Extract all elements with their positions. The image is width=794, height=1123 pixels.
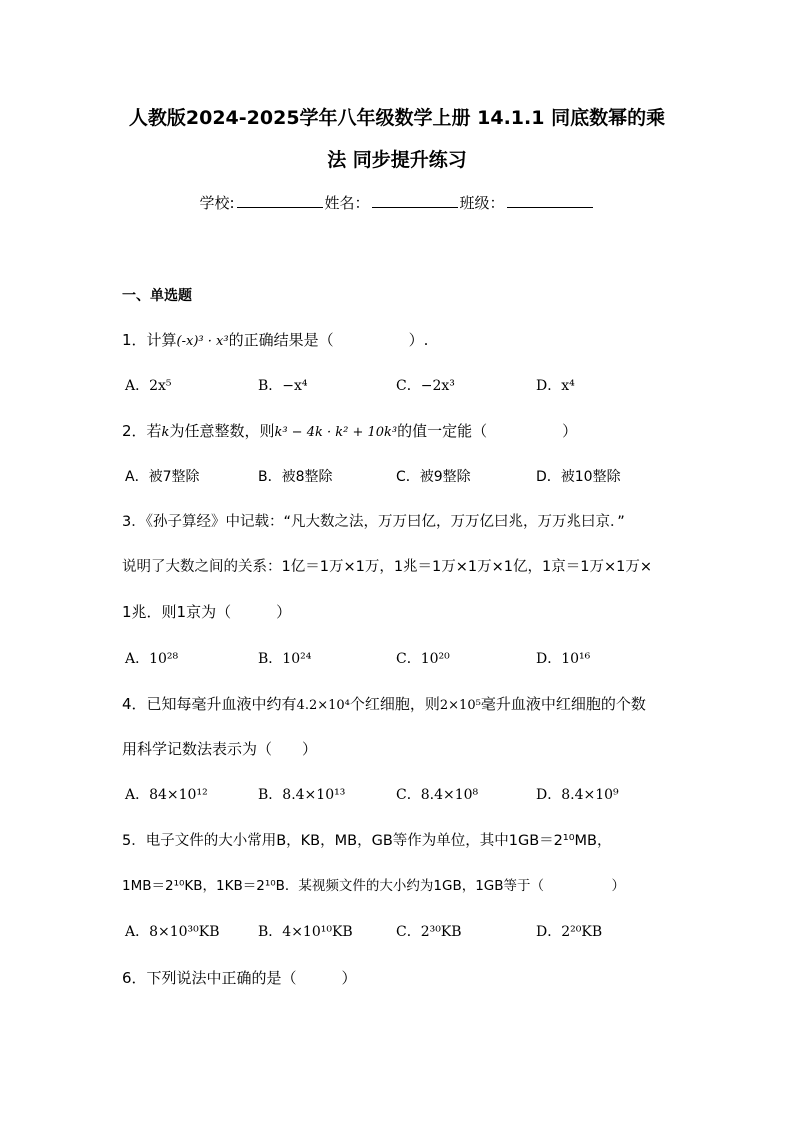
question-1-stem — [122, 330, 428, 352]
question-2-option-c[interactable]: C．被9整除 — [396, 469, 471, 485]
question-1-option-c[interactable]: C．−2x³ — [396, 378, 455, 394]
question-5-stem-line-1: 5．电子文件的大小常用B，KB，MB，GB等作为单位，其中1GB＝2¹⁰MB， — [122, 833, 612, 849]
student-info-row — [0, 193, 794, 213]
question-2-text: 2．若 — [122, 422, 162, 440]
question-5-option-b[interactable]: B．4×10¹⁰KB — [258, 924, 353, 940]
question-2-variable: k — [161, 425, 170, 440]
question-2-text-end: 的值一定能（ ） — [397, 422, 578, 440]
question-1-math: (-x)³ · x³ — [176, 334, 229, 349]
question-3-option-c[interactable]: C．10²⁰ — [396, 651, 450, 667]
question-2-text-mid: 为任意整数，则 — [169, 422, 275, 440]
question-4-option-b[interactable]: B．8.4×10¹³ — [258, 787, 346, 803]
question-4-stem-line-2: 用科学记数法表示为（ ） — [122, 740, 318, 758]
question-4-text-end: 毫升血液中红细胞的个数 — [480, 695, 646, 713]
title-line-2: 法 同步提升练习 — [327, 149, 467, 171]
question-1-text-end: 的正确结果是（ ）. — [228, 331, 429, 349]
question-3-stem-line-3: 1兆．则1京为（ ） — [122, 603, 292, 621]
question-3-stem-line-2: 说明了大数之间的关系：1亿＝1万×1万，1兆＝1万×1万×1亿，1京＝1万×1万× — [122, 559, 652, 575]
question-3-stem-line-1: 3．《孙子算经》中记载：“凡大数之法，万万曰亿，万万亿曰兆，万万兆曰京．” — [122, 514, 625, 530]
question-3-option-a[interactable]: A．10²⁸ — [125, 651, 179, 667]
question-4-text-mid: 个红细胞，则 — [349, 695, 440, 713]
question-1-text: 1．计算 — [122, 331, 177, 349]
question-5-option-a[interactable]: A．8×10³⁰KB — [125, 924, 220, 940]
school-blank[interactable] — [237, 193, 323, 208]
question-5-option-d[interactable]: D．2²⁰KB — [536, 924, 603, 940]
question-1-option-a[interactable]: A．2x⁵ — [125, 378, 172, 394]
name-label: 姓名： — [324, 194, 370, 212]
question-2-option-d[interactable]: D．被10整除 — [536, 469, 621, 485]
question-4-option-c[interactable]: C．8.4×10⁸ — [396, 787, 479, 803]
school-label: 学校: — [199, 194, 235, 212]
question-1-option-b[interactable]: B．−x⁴ — [258, 378, 308, 394]
section-title: 一、单选题 — [122, 288, 192, 304]
class-label: 班级： — [459, 194, 505, 212]
question-3-option-d[interactable]: D．10¹⁶ — [536, 651, 591, 667]
question-6-stem: 6．下列说法中正确的是（ ） — [122, 969, 357, 987]
question-4-text: 4．已知每毫升血液中约有 — [122, 695, 297, 713]
question-4-math-2: 2×10⁵ — [439, 698, 481, 713]
question-2-math: k³ − 4k · k² + 10k³ — [274, 425, 398, 440]
question-2-stem — [122, 421, 577, 443]
question-3-option-b[interactable]: B．10²⁴ — [258, 651, 312, 667]
question-2-option-a[interactable]: A．被7整除 — [125, 469, 200, 485]
name-blank[interactable] — [372, 193, 458, 208]
title-line-1: 人教版2024-2025学年八年级数学上册 14.1.1 同底数幂的乘 — [128, 107, 666, 129]
question-4-option-d[interactable]: D．8.4×10⁹ — [536, 787, 619, 803]
question-2-option-b[interactable]: B．被8整除 — [258, 469, 333, 485]
question-4-option-a[interactable]: A．84×10¹² — [125, 787, 208, 803]
question-1-option-d[interactable]: D．x⁴ — [536, 378, 575, 394]
question-4-stem-line-1 — [122, 694, 646, 716]
question-4-math-1: 4.2×10⁴ — [296, 698, 350, 713]
class-blank[interactable] — [507, 193, 593, 208]
question-5-stem-line-2: 1MB＝2¹⁰KB，1KB＝2¹⁰B．某视频文件的大小约为1GB，1GB等于（ ） — [122, 878, 626, 894]
question-5-option-c[interactable]: C．2³⁰KB — [396, 924, 462, 940]
